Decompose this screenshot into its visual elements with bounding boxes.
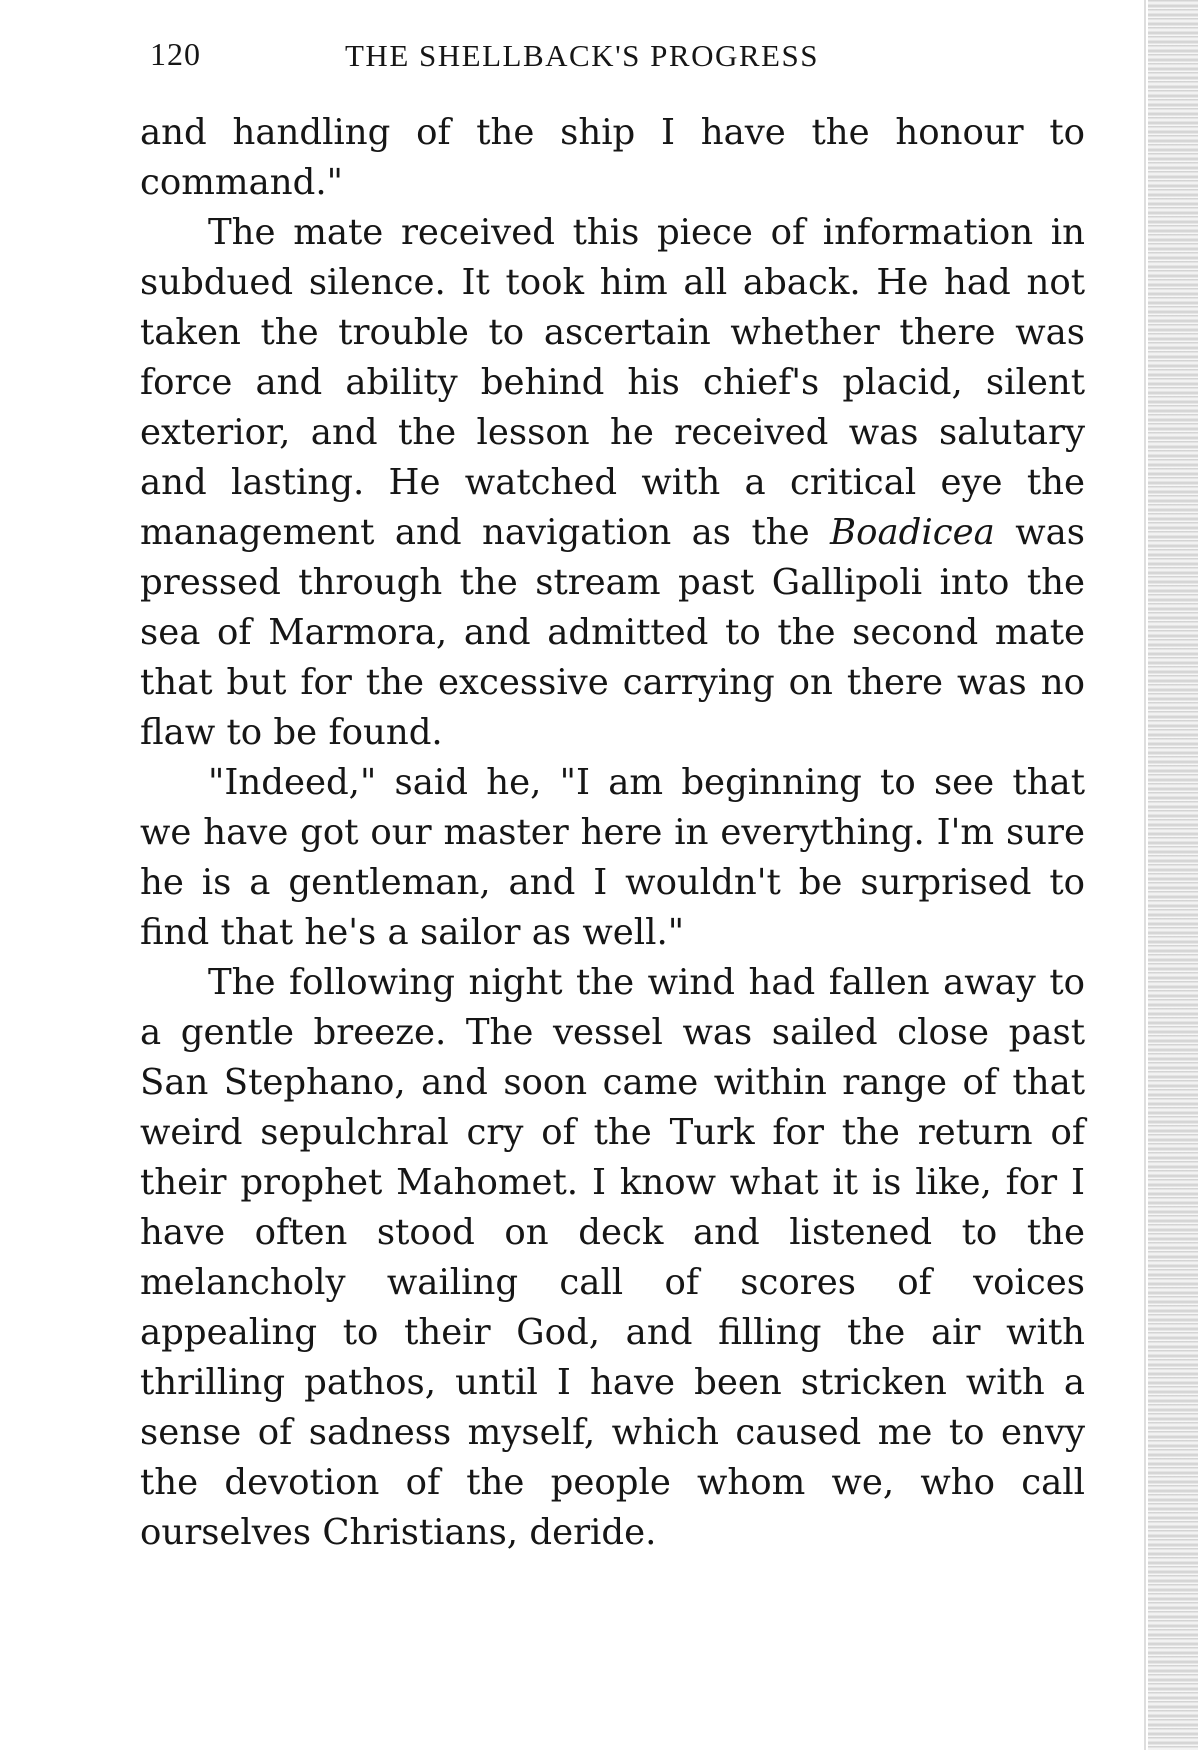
page-header — [150, 30, 1080, 90]
paragraph-text-after: was pressed through the stream past Gallipoli into the sea of Marmora, and admitted to the second mate that but for the excessive carrying on there was no flaw to be found. — [140, 512, 1085, 753]
paragraph-night — [140, 958, 1085, 1558]
paragraph-text: "Indeed," said he, "I am beginning to see that we have got our master here in everything. I'm sure he is a gentleman, and I wouldn't be surprised to find that he's a sailor as well." — [140, 762, 1085, 953]
paragraph-mate — [140, 208, 1085, 758]
paragraph-quote — [140, 758, 1085, 958]
paragraph-text: and handling of the ship I have the honour to command." — [140, 112, 1085, 203]
paragraph-continued — [140, 108, 1085, 208]
paragraph-text: The following night the wind had fallen away to a gentle breeze. The vessel was sailed close past San Stephano, and soon came within range of that weird sepulchral cry of the Turk for the return of their prophet Mahomet. I know what it is like, for I have often stood on deck and listened to the melancholy wailing call of scores of voices appealing to their God, and filling the air with thrilling pathos, until I have been stricken with a sense of sadness myself, which caused me to envy the devotion of the people whom we, who call ourselves Christians, deride. — [140, 962, 1085, 1553]
running-head: THE SHELLBACK'S PROGRESS — [345, 38, 819, 73]
paragraph-text: The mate received this piece of information in subdued silence. It took him all aback. He had not taken the trouble to ascertain whether there was force and ability behind his chief's placid, silent exterior, and the lesson he received was salutary and lasting. He watched with a critical eye the management and navigation as the — [140, 212, 1085, 553]
page-edge-line — [1144, 0, 1146, 1750]
page-edge-scan-shadow — [1148, 0, 1198, 1750]
ship-name: Boadicea — [830, 512, 995, 553]
body-text — [140, 108, 1085, 1558]
page-number: 120 — [150, 36, 201, 72]
